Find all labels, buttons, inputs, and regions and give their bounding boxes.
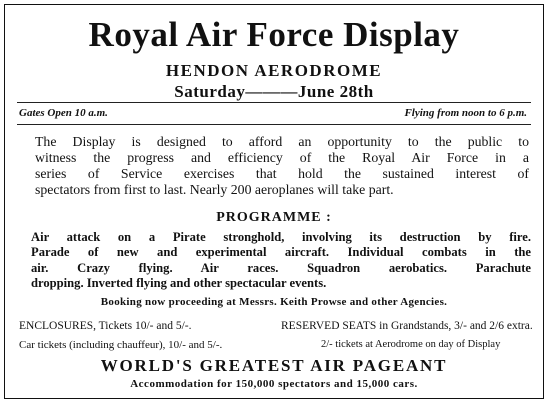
page-title: Royal Air Force Display [88, 15, 460, 54]
description-paragraph [35, 134, 529, 198]
car-ticket-price: Car tickets (including chauffeur), 10/- and 5/-. [19, 339, 223, 351]
description-line: spectators from first to last. Nearly 200 aeroplanes will take part. [35, 182, 394, 197]
pageant-headline: WORLD'S GREATEST AIR PAGEANT [100, 356, 448, 375]
programme-line: air. Crazy flying. Air races. Squadron aerobatics. Parachute [31, 260, 531, 275]
date-heading: Saturday———June 28th [174, 82, 374, 101]
accommodation-notice: Accommodation for 150,000 spectators and 15,000 cars. [130, 378, 418, 390]
venue-heading: HENDON AERODROME [165, 61, 383, 80]
programme-list [31, 230, 531, 292]
advertisement-frame [4, 4, 544, 399]
description-line: The Display is designed to afford an opportunity to the public to [35, 134, 529, 149]
programme-line: Parade of new and experimental aircraft. Individual combats in the [31, 245, 531, 260]
description-line: series of Service exercises that hold the sustained interest of [35, 166, 529, 181]
enclosures-price: ENCLOSURES, Tickets 10/- and 5/-. [19, 320, 192, 332]
aerodrome-ticket-price: 2/- tickets at Aerodrome on day of Display [321, 339, 501, 350]
divider-top [17, 102, 531, 103]
reserved-seats-price: RESERVED SEATS in Grandstands, 3/- and 2/6 extra. [281, 320, 533, 332]
programme-heading: PROGRAMME : [216, 210, 332, 225]
programme-line: Air attack on a Pirate stronghold, involving its destruction by fire. [31, 230, 531, 244]
gates-open-time: Gates Open 10 a.m. [19, 107, 108, 119]
booking-notice: Booking now proceeding at Messrs. Keith Prowse and other Agencies. [100, 296, 448, 308]
divider-middle [17, 124, 531, 125]
description-line: witness the progress and efficiency of the Royal Air Force in a [35, 150, 529, 165]
flying-hours: Flying from noon to 6 p.m. [404, 107, 527, 119]
programme-line: dropping. Inverted flying and other spectacular events. [31, 276, 327, 291]
